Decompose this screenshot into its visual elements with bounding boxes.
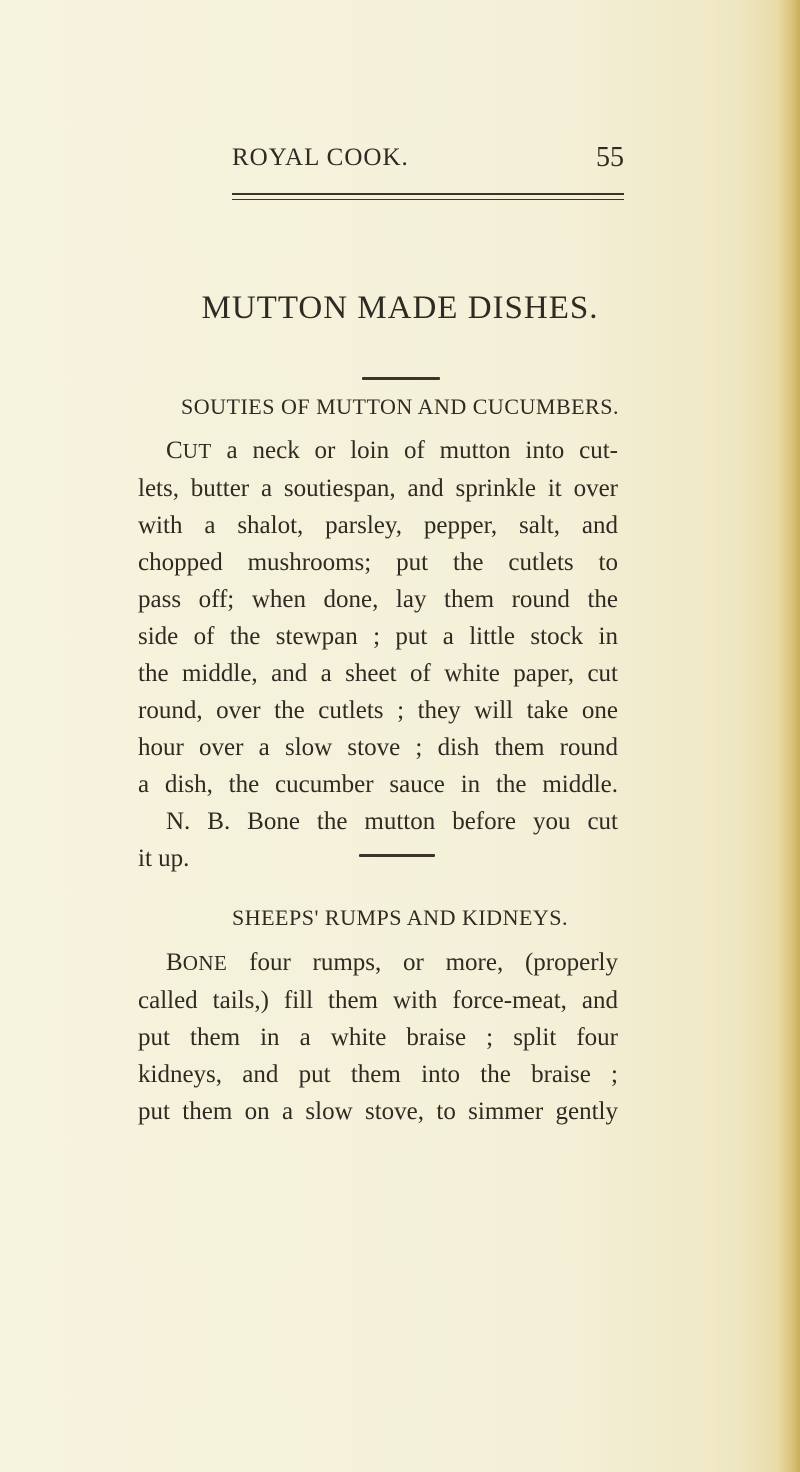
text-line: side of the stewpan ; put a little stock in: [138, 623, 618, 650]
text-line: lets, butter a soutiespan, and sprinkle it over: [138, 475, 618, 502]
text-line: a dish, the cucumber sauce in the middle.: [138, 771, 618, 798]
section-heading: SHEEPS' RUMPS AND KIDNEYS.: [231, 905, 569, 930]
divider-rule: [359, 854, 435, 857]
divider-rule: [362, 377, 440, 380]
text-line: with a shalot, parsley, pepper, salt, and: [138, 512, 618, 539]
section-body: [138, 944, 618, 1130]
text-line: N. B. Bone the mutton before you cut: [166, 808, 618, 835]
chapter-title: MUTTON MADE DISHES.: [201, 290, 599, 326]
text-line: CUT a neck or loin of mutton into cut-: [166, 437, 618, 464]
text-line: the middle, and a sheet of white paper, cut: [138, 660, 618, 687]
text-line: pass off; when done, lay them round the: [138, 586, 618, 613]
text-line: put them on a slow stove, to simmer gently: [138, 1098, 618, 1125]
text-line: round, over the cutlets ; they will take one: [138, 697, 618, 724]
section-heading: SOUTIES OF MUTTON AND CUCUMBERS.: [181, 394, 619, 419]
text-line: chopped mushrooms; put the cutlets to: [138, 549, 618, 576]
text-line: put them in a white braise ; split four: [138, 1024, 618, 1051]
running-head: ROYAL COOK.: [232, 144, 409, 171]
section-body: [138, 432, 618, 877]
page-header: [232, 140, 624, 180]
text-line: hour over a slow stove ; dish them round: [138, 734, 618, 761]
text-line: BONE four rumps, or more, (properly: [166, 949, 618, 976]
header-rule: [232, 193, 624, 200]
text-line: it up.: [138, 845, 190, 872]
page-edge-shadow: [778, 0, 800, 1472]
page-number: 55: [596, 142, 624, 173]
text-line: called tails,) fill them with force-meat, and: [138, 987, 618, 1014]
text-line: kidneys, and put them into the braise ;: [138, 1061, 618, 1088]
